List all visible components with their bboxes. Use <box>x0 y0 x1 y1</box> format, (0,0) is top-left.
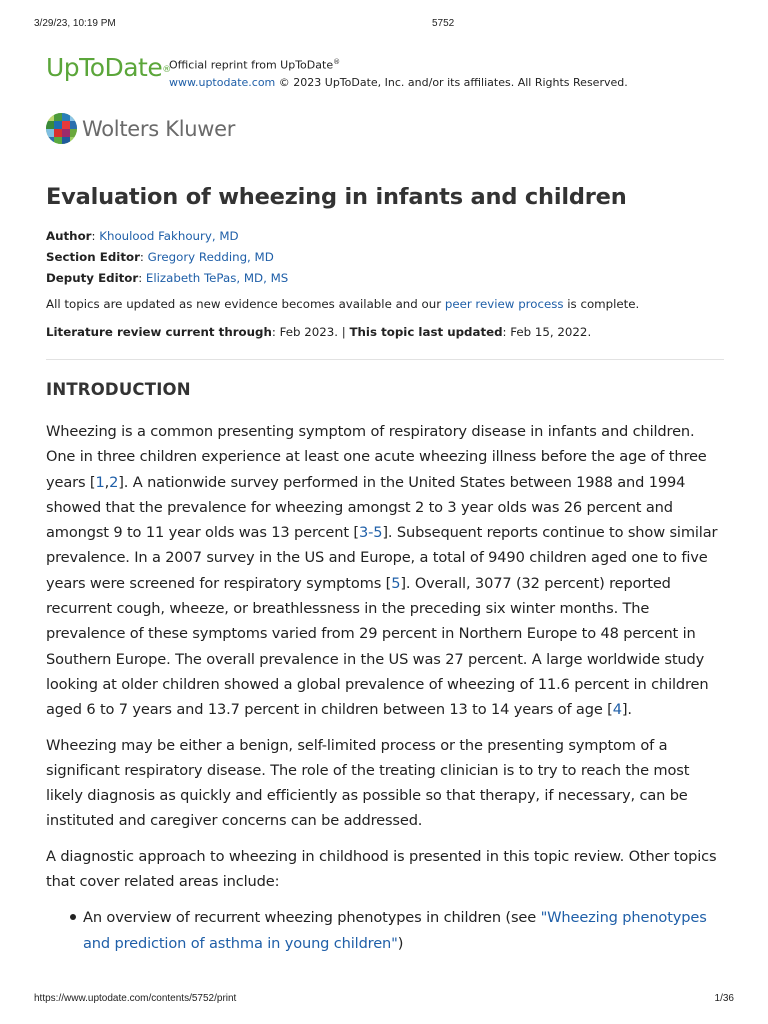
reference-link[interactable]: 1 <box>95 473 105 491</box>
uptodate-logo: UpToDate® <box>46 53 171 82</box>
registered-mark: ® <box>162 65 171 75</box>
author-link[interactable]: Khoulood Fakhoury, MD <box>99 229 239 243</box>
update-note: All topics are updated as new evidence becomes available and our peer review process is complete. <box>46 297 640 311</box>
lit-review-label: Literature review current through <box>46 325 272 339</box>
print-url: https://www.uptodate.com/contents/5752/print <box>34 993 237 1004</box>
wolters-kluwer-icon <box>46 113 77 144</box>
reprint-line: Official reprint from UpToDate <box>169 58 334 72</box>
article <box>46 180 726 956</box>
print-date: 3/29/23, 10:19 PM <box>34 18 116 29</box>
publisher-logo <box>46 112 346 146</box>
copyright-text: © 2023 UpToDate, Inc. and/or its affiliates. All Rights Reserved. <box>275 75 628 89</box>
related-topic-link[interactable]: "Wheezing phenotypes and prediction of asthma in young children" <box>83 909 707 952</box>
introduction-paragraph-2: Wheezing may be either a benign, self-limited process or the presenting symptom of a significant respiratory disease. The role of the treating clinician is to try to reach the most likely diagnosis as quickly and efficiently as possible so that therapy, if necessary, can be instituted and caregiver concerns can be addressed. <box>46 736 690 830</box>
reference-link[interactable]: 3-5 <box>358 524 383 542</box>
bullet-icon <box>70 914 76 920</box>
deputy-editor-line: Deputy Editor: Elizabeth TePas, MD, MS <box>46 271 289 285</box>
section-editor-line: Section Editor: Gregory Redding, MD <box>46 250 274 264</box>
print-footer <box>34 993 734 1007</box>
review-dates <box>46 323 726 342</box>
peer-review-link[interactable]: peer review process <box>444 297 564 311</box>
introduction-heading: INTRODUCTION <box>46 380 191 399</box>
uptodate-site-link[interactable]: www.uptodate.com <box>169 75 276 89</box>
article-title: Evaluation of wheezing in infants and children <box>46 184 627 210</box>
publisher-name: Wolters Kluwer <box>82 117 236 141</box>
page-number: 1/36 <box>714 993 734 1004</box>
reprint-notice: Official reprint from UpToDate® www.uptodate.com © 2023 UpToDate, Inc. and/or its affiliates. All Rights Reserved. <box>169 58 628 89</box>
last-updated-label: This topic last updated <box>349 325 503 339</box>
last-updated-value: : Feb 15, 2022. <box>502 325 592 339</box>
lit-review-value: : Feb 2023. | <box>271 325 350 339</box>
introduction-paragraph-1: Wheezing is a common presenting symptom of respiratory disease in infants and children. One in three children experience at least one acute wheezing illness before the age of three years [1,2]. A nationwide survey performed in the United States between 1988 and 1994 showed that the prevalence for wheezing amongst 2 to 3 year olds was 26 percent and amongst 9 to 11 year olds was 13 percent [3-5]. Subsequent reports continue to show similar prevalence. In a 2007 survey in the US and Europe, a total of 9490 children aged one to five years were screened for respiratory symptoms [5]. Overall, 3077 (32 percent) reported recurrent cough, wheeze, or breathlessness in the preceding six winter months. The prevalence of these symptoms varied from 29 percent in Northern Europe to 48 percent in Southern Europe. The overall prevalence in the US was 27 percent. A large worldwide study looking at older children showed a global prevalence of wheezing of 11.6 percent in children aged 6 to 7 years and 13.7 percent in children between 13 to 14 years of age [4]. <box>46 423 718 719</box>
related-topics-list <box>46 905 726 956</box>
reference-link[interactable]: 2 <box>109 473 119 491</box>
reference-link[interactable]: 4 <box>612 701 622 719</box>
print-header <box>34 18 734 32</box>
reference-link[interactable]: 5 <box>391 574 401 592</box>
list-item: An overview of recurrent wheezing phenotypes in children (see "Wheezing phenotypes and prediction of asthma in young children") <box>46 905 726 956</box>
deputy-editor-link[interactable]: Elizabeth TePas, MD, MS <box>145 271 289 285</box>
print-topic-id: 5752 <box>432 18 455 29</box>
introduction-paragraph-3: A diagnostic approach to wheezing in childhood is presented in this topic review. Other topics that cover related areas include: <box>46 847 717 891</box>
reprint-banner <box>46 52 726 92</box>
article-credits <box>46 226 726 289</box>
section-editor-link[interactable]: Gregory Redding, MD <box>147 250 274 264</box>
section-divider <box>46 359 724 360</box>
author-line: Author: Khoulood Fakhoury, MD <box>46 229 239 243</box>
